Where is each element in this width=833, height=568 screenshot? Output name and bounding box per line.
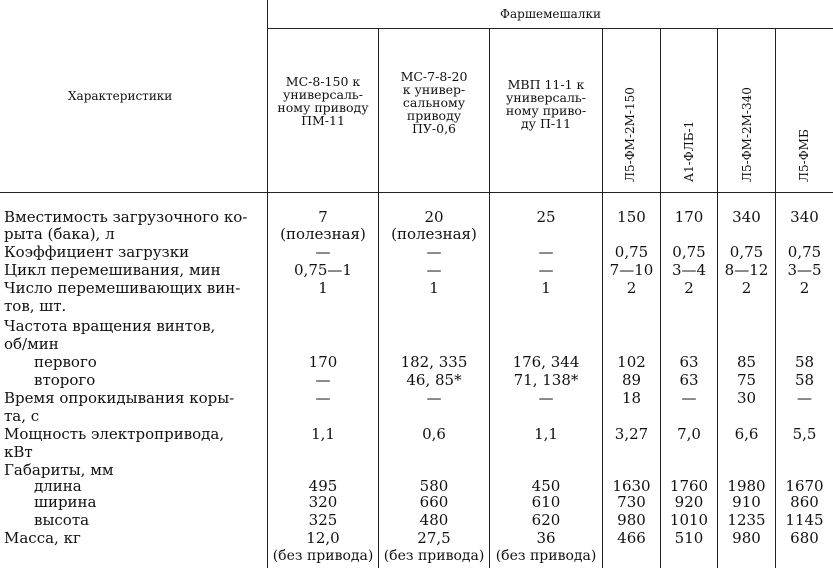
table-cell: 730 (617, 493, 646, 511)
table-cell: 1980 (727, 477, 766, 495)
row-label: ширина (34, 493, 97, 511)
table-cell: 0,75 (672, 243, 706, 261)
table-cell: 0,75 (614, 243, 649, 261)
table-cell: 980 (732, 529, 761, 547)
table-cell: 1670 (785, 477, 824, 495)
table-cell: 580 (419, 477, 449, 495)
table-cell: 36 (536, 529, 556, 547)
row-label: рыта (бака), л (4, 225, 115, 243)
table-cell: 25 (536, 208, 556, 226)
table-cell: (полезная) (391, 225, 477, 243)
table-cell: 7 (318, 208, 328, 226)
table-cell: 495 (308, 477, 338, 495)
table-cell: (без привода) (495, 548, 597, 564)
table-cell: 0,75 (729, 243, 764, 261)
table-cell: 12,0 (306, 529, 340, 547)
table-cell: 1760 (669, 477, 709, 495)
row-label: Частота вращения винтов, (4, 317, 216, 335)
table-cell: 620 (531, 511, 561, 529)
table-cell: 18 (621, 389, 642, 407)
row-label: Вместимость загрузочного ко- (4, 208, 248, 226)
column-header-l5-fm-2m-340: Л5-ФМ-2М-340 (740, 87, 754, 182)
table-cell: 58 (794, 371, 815, 389)
table-cell: 1 (541, 279, 551, 297)
table-cell: 150 (617, 208, 646, 226)
table-cell: 340 (732, 208, 761, 226)
table-cell: 2 (626, 279, 637, 297)
table-cell: — (681, 389, 697, 407)
table-cell: 7—10 (609, 261, 654, 279)
table-cell: — (426, 389, 442, 407)
table-cell: 680 (790, 529, 819, 547)
table-cell: 20 (424, 208, 444, 226)
table-cell: 480 (419, 511, 449, 529)
table-cell: — (426, 261, 442, 279)
table-cell: 170 (674, 208, 704, 226)
table-cell: 325 (308, 511, 338, 529)
table-cell: 6,6 (734, 425, 759, 443)
table-cell: 320 (308, 493, 338, 511)
table-cell: 450 (531, 477, 561, 495)
table-cell: 466 (617, 529, 646, 547)
table-cell: — (315, 389, 331, 407)
table-cell: 1630 (612, 477, 651, 495)
table-cell: 89 (621, 371, 642, 389)
table-cell: 85 (736, 353, 757, 371)
table-cell: 2 (741, 279, 752, 297)
table-cell: 920 (674, 493, 704, 511)
table-cell: (полезная) (280, 225, 366, 243)
row-label: Габариты, мм (4, 461, 114, 479)
table-cell: 75 (736, 371, 757, 389)
table-cell: 1 (318, 279, 328, 297)
rule-header-bottom (0, 192, 833, 193)
table-cell: 1,1 (311, 425, 335, 443)
table-cell: 1 (429, 279, 439, 297)
table-cell: 2 (799, 279, 810, 297)
column-header-mvp-11-1: МВП 11-1 к универсаль- ному приво- ду П-11 (505, 77, 587, 131)
table-cell: 910 (732, 493, 761, 511)
table-cell: (без привода) (272, 548, 374, 564)
table-cell: (без привода) (383, 548, 485, 564)
row-label: высота (34, 511, 90, 529)
table-cell: 30 (736, 389, 757, 407)
row-label: Мощность электропривода, (4, 425, 225, 443)
table-cell: — (538, 389, 554, 407)
table-cell: 340 (790, 208, 819, 226)
column-header-a1-flb-1: А1-ФЛБ-1 (682, 120, 696, 182)
row-header: Характеристики (68, 89, 173, 103)
table-cell: 102 (617, 353, 646, 371)
table-cell: 0,75 (787, 243, 822, 261)
table-cell: 58 (794, 353, 815, 371)
table-cell: — (538, 243, 554, 261)
table-cell: — (315, 243, 331, 261)
row-label: кВт (4, 443, 33, 461)
table-cell: — (538, 261, 554, 279)
table-cell: 980 (617, 511, 646, 529)
row-label: об/мин (4, 335, 59, 353)
table-cell: 3—5 (787, 261, 822, 279)
row-label: Масса, кг (4, 529, 81, 547)
table-cell: 860 (790, 493, 819, 511)
table-cell: 1010 (669, 511, 709, 529)
group-header: Фаршемешалки (500, 7, 601, 21)
table-cell: 71, 138* (513, 371, 579, 389)
table-cell: 0,75—1 (294, 261, 352, 279)
table-cell: 27,5 (417, 529, 451, 547)
table-cell: 5,5 (792, 425, 817, 443)
row-label: первого (34, 353, 97, 371)
table-cell: 1235 (727, 511, 766, 529)
table-cell: 660 (419, 493, 449, 511)
table-cell: 63 (679, 353, 699, 371)
row-label: второго (34, 371, 96, 389)
table-cell: — (426, 243, 442, 261)
row-label: Цикл перемешивания, мин (4, 261, 221, 279)
row-label: длина (34, 477, 82, 495)
table-cell: 3—4 (671, 261, 707, 279)
column-header-ms-8-150: МС-8-150 к универсаль- ному приводу ПМ-11 (277, 74, 369, 128)
row-label: Коэффициент загрузки (4, 243, 190, 261)
table-cell: 2 (684, 279, 694, 297)
column-header-l5-fmb: Л5-ФМБ (797, 129, 811, 182)
table-cell: 46, 85* (406, 371, 462, 389)
table-cell: 8—12 (724, 261, 769, 279)
table-cell: 510 (674, 529, 704, 547)
table-cell: 7,0 (677, 425, 701, 443)
row-label: Время опрокидывания коры- (4, 389, 235, 407)
table-cell: 176, 344 (512, 353, 580, 371)
row-label: Число перемешивающих вин- (4, 279, 241, 297)
column-header-ms-7-8-20: МС-7-8-20 к универ- сальному приводу ПУ-0,6 (400, 69, 468, 136)
table-cell: 1145 (785, 511, 824, 529)
table-cell: 610 (531, 493, 561, 511)
table-cell: — (315, 371, 331, 389)
table-cell: — (797, 389, 812, 407)
table-cell: 0,6 (422, 425, 446, 443)
rule-header-top (268, 28, 833, 29)
table-cell: 1,1 (534, 425, 558, 443)
row-label: та, с (4, 407, 40, 425)
column-header-l5-fm-2m-150: Л5-ФМ-2М-150 (623, 87, 637, 182)
table-cell: 182, 335 (400, 353, 468, 371)
table-cell: 170 (308, 353, 338, 371)
table-cell: 63 (679, 371, 699, 389)
table-cell: 3,27 (614, 425, 649, 443)
row-label: тов, шт. (4, 297, 67, 315)
